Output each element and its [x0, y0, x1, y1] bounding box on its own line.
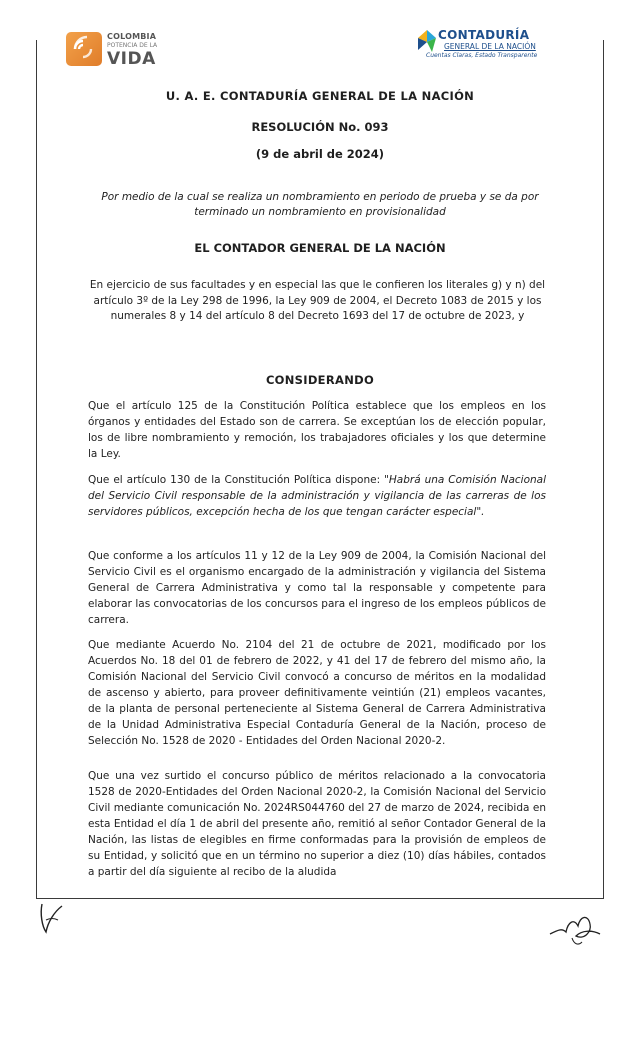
considering-heading: CONSIDERANDO: [265, 373, 375, 387]
logo-mark-icon: [66, 32, 102, 66]
contaduria-logo: [418, 28, 548, 68]
paragraph-2-lead: Que el artículo 130 de la Constitución Política dispone:: [88, 474, 385, 486]
paragraph-5: Que una vez surtido el concurso público de méritos relacionado a la convocatoria 1528 de 2020-Entidades del Orden Nacional 2020-2, la Comisión Nacional del Servicio Civil mediante comunicación No. 2024RS044760 del 27 de marzo de 2024, recibida en esta Entidad el día 1 de abril del presente año, remitió al señor Contador General de la Nación, las listas de elegibles en firme conformadas para la provisión de empleos de su Entidad, y solicitó que en un término no superior a diez (10) días hábiles, contados a partir del día siguiente al recibo de la aludida: [88, 770, 546, 878]
paragraph-2: [88, 472, 546, 520]
contaduria-mark-icon: [418, 30, 436, 54]
paragraph-4: Que mediante Acuerdo No. 2104 del 21 de octubre de 2021, modificado por los Acuerdos No. 18 del 01 de febrero de 2022, y 41 del 17 de febrero del mismo año, la Comisión Nacional del Servicio Civil convocó a concurso de méritos en la modalidad de ascenso y abierto, para proveer definitivamente veintiún (21) empleos vacantes, de la planta de personal perteneciente al Sistema General de Carrera Administrativa de la Unidad Administrativa Especial Contaduría General de la Nación, proceso de Selección No. 1528 de 2020 - Entidades del Orden Nacional 2020-2.: [88, 639, 546, 747]
logo-line-3: VIDA: [107, 49, 156, 69]
logo-line-2: GENERAL DE LA NACIÓN: [444, 42, 536, 51]
logo-line-2: POTENCIA DE LA: [107, 42, 158, 49]
entity-heading: U. A. E. CONTADURÍA GENERAL DE LA NACIÓN: [165, 89, 475, 103]
logo-line-1: COLOMBIA: [107, 32, 157, 41]
issuing-authority: EL CONTADOR GENERAL DE LA NACIÓN: [194, 241, 446, 255]
paragraph-2-quote: "Habrá una Comisión Nacional del Servicio Civil responsable de la administración y vigilancia de las carreras de los servidores públicos, excepción hecha de los que tengan carácter especial".: [88, 474, 546, 518]
paragraph-1: Que el artículo 125 de la Constitución Política establece que los empleos en los órganos y entidades del Estado son de carrera. Se exceptúan los de elección popular, los de libre nombramiento y remoción, los trabajadores oficiales y los que determine la Ley.: [88, 400, 546, 460]
colombia-potencia-de-la-vida-logo: [66, 30, 176, 70]
resolution-number: RESOLUCIÓN No. 093: [251, 120, 389, 134]
resolution-date: (9 de abril de 2024): [255, 147, 385, 161]
handwritten-signature: [548, 908, 608, 948]
handwritten-initial-mark: [36, 900, 66, 936]
paragraph-3: Que conforme a los artículos 11 y 12 de la Ley 909 de 2004, la Comisión Nacional del Servicio Civil es el organismo encargado de la administración y vigilancia del Sistema General de Carrera Administrativa y como tal la responsable y competente para elaborar las convocatorias de los concursos para el ingreso de los empleos públicos de carrera.: [88, 550, 546, 626]
preamble: En ejercicio de sus facultades y en especial las que le confieren los literales g) y n) del artículo 3º de la Ley 298 de 1996, la Ley 909 de 2004, el Decreto 1083 de 2015 y los numerales 8 y 14 del artículo 8 del Decreto 1693 del 17 de octubre de 2023, y: [89, 279, 546, 322]
logo-tagline: Cuentas Claras, Estado Transparente: [426, 52, 538, 59]
logo-line-1: CONTADURÍA: [438, 28, 530, 42]
resolution-subject: Por medio de la cual se realiza un nombramiento en periodo de prueba y se da por terminado un nombramiento en provisionalidad: [101, 191, 539, 218]
